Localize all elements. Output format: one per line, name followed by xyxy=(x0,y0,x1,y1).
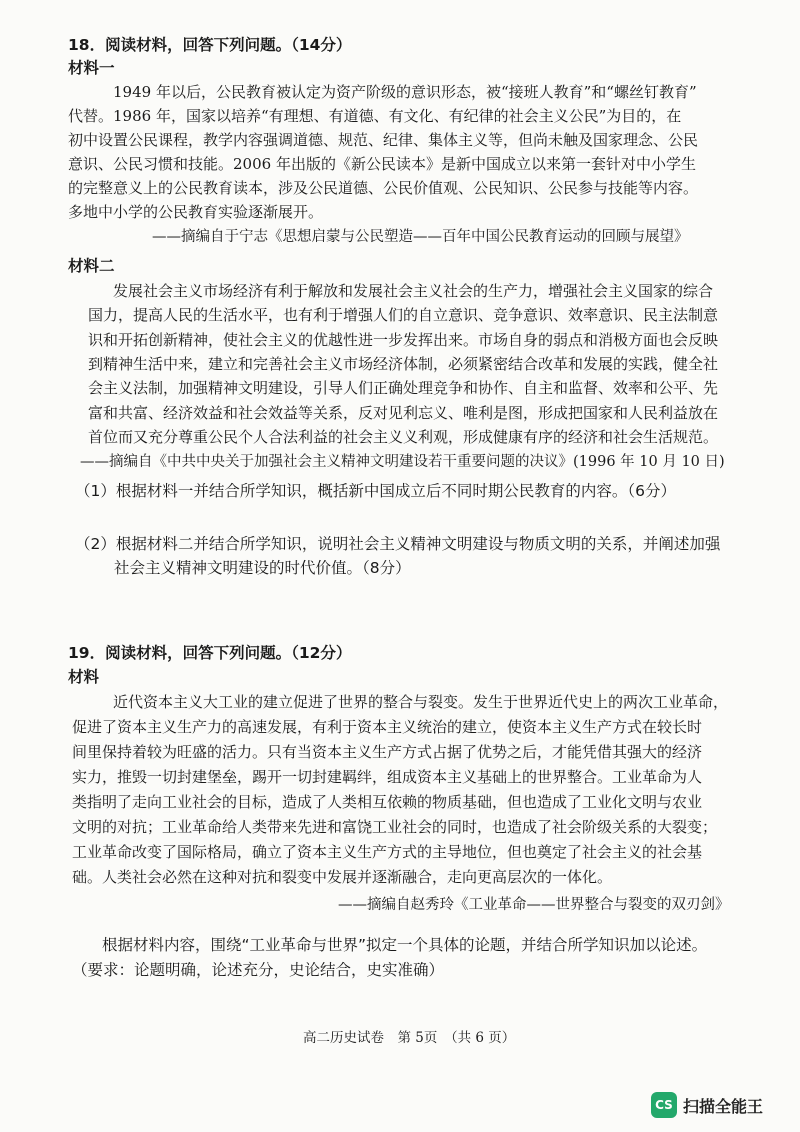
q18-heading: 18．阅读材料，回答下列问题。（14分） xyxy=(68,36,352,54)
q18-sub2: （2）根据材料二并结合所学知识，说明社会主义精神文明建设与物质文明的关系，并阐述加强 xyxy=(75,535,721,553)
q18-m2-line: 到精神生活中来，建立和完善社会主义市场经济体制，必须紧密结合改革和发展的实践，健全社 xyxy=(88,355,719,373)
q18-m1-line: 代替。1986 年，国家以培养“有理想、有道德、有文化、有纪律的社会主义公民”为目的，在 xyxy=(68,107,682,125)
q19-heading: 19．阅读材料，回答下列问题。（12分） xyxy=(68,644,352,662)
q18-m1-line: 意识、公民习惯和技能。2006 年出版的《新公民读本》是新中国成立以来第一套针对中小学生 xyxy=(68,155,696,173)
camscanner-logo-icon: CS xyxy=(651,1092,677,1118)
page-footer: 高二历史试卷 第 5页 （共 6 页） xyxy=(303,1030,516,1046)
q18-m1-line: 多地中小学的公民教育实验逐渐展开。 xyxy=(68,203,324,221)
q18-m2-line: 首位而又充分尊重公民个人合法利益的社会主义义利观，形成健康有序的经济和社会生活规范。 xyxy=(88,428,719,446)
q18-sub1: （1）根据材料一并结合所学知识，概括新中国成立后不同时期公民教育的内容。（6分） xyxy=(75,482,676,500)
q19-line: 促进了资本主义生产力的高速发展，有利于资本主义统治的建立，使资本主义生产方式在较长时 xyxy=(72,718,703,736)
q19-line: 实力，推毁一切封建堡垒，踢开一切封建羁绊，组成资本主义基础上的世界整合。工业革命为人 xyxy=(72,768,703,786)
q19-line: 近代资本主义大工业的建立促进了世界的整合与裂变。发生于世界近代史上的两次工业革命， xyxy=(113,693,729,711)
q19-line: 文明的对抗；工业革命给人类带来先进和富饶工业社会的同时，也造成了社会阶级关系的大裂变； xyxy=(72,818,718,836)
q19-source: ——摘编自赵秀玲《工业革命——世界整合与裂变的双刃剑》 xyxy=(338,897,730,913)
q18-material1-label: 材料一 xyxy=(68,59,115,77)
q18-material2-label: 材料二 xyxy=(68,257,115,275)
q18-m1-line: 1949 年以后，公民教育被认定为资产阶级的意识形态，被“接班人教育”和“螺丝钉教育” xyxy=(113,83,697,101)
q18-m2-line: 富和共富、经济效益和社会效益等关系，反对见利忘义、唯利是图，形成把国家和人民利益放在 xyxy=(88,404,719,422)
q19-requirements: （要求：论题明确，论述充分，史论结合，史实准确） xyxy=(72,961,445,979)
watermark-text: 扫描全能王 xyxy=(683,1096,764,1116)
q19-line: 类指明了走向工业社会的目标，造成了人类相互依赖的物质基础，但也造成了工业化文明与农业 xyxy=(72,793,703,811)
q18-m1-source: ——摘编自于宁志《思想启蒙与公民塑造——百年中国公民教育运动的回顾与展望》 xyxy=(152,229,689,245)
q18-m1-line: 初中设置公民课程，教学内容强调道德、规范、纪律、集体主义等，但尚未触及国家理念、公民 xyxy=(68,131,699,149)
q18-m2-line: 会主义法制，加强精神文明建设，引导人们正确处理竞争和协作、自主和监督、效率和公平、先 xyxy=(88,379,719,397)
q18-m2-line: 发展社会主义市场经济有利于解放和发展社会主义社会的生产力，增强社会主义国家的综合 xyxy=(113,282,714,300)
q18-m2-source: ——摘编自《中共中央关于加强社会主义精神文明建设若干重要问题的决议》(1996 年 10 月 10 日) xyxy=(80,454,725,470)
q18-m2-line: 识和开拓创新精神，使社会主义的优越性进一步发挥出来。市场自身的弱点和消极方面也会反映 xyxy=(88,331,719,349)
q19-line: 工业革命改变了国际格局，确立了资本主义生产方式的主导地位，但也奠定了社会主义的社会基 xyxy=(72,843,703,861)
q19-line: 间里保持着较为旺盛的活力。只有当资本主义生产方式占据了优势之后，才能凭借其强大的经济 xyxy=(72,743,703,761)
q19-line: 础。人类社会必然在这种对抗和裂变中发展并逐渐融合，走向更高层次的一体化。 xyxy=(72,868,613,886)
q18-sub2-cont: 社会主义精神文明建设的时代价值。（8分） xyxy=(114,559,411,577)
q19-task: 根据材料内容，围绕“工业革命与世界”拟定一个具体的论题，并结合所学知识加以论述。 xyxy=(102,936,708,954)
q18-m2-line: 国力，提高人民的生活水平，也有利于增强人们的自立意识、竞争意识、效率意识、民主法制意 xyxy=(88,306,719,324)
scanner-watermark xyxy=(651,1091,763,1119)
q18-m1-line: 的完整意义上的公民教育读本，涉及公民道德、公民价值观、公民知识、公民参与技能等内容。 xyxy=(68,179,699,197)
q19-material-label: 材料 xyxy=(68,668,100,686)
